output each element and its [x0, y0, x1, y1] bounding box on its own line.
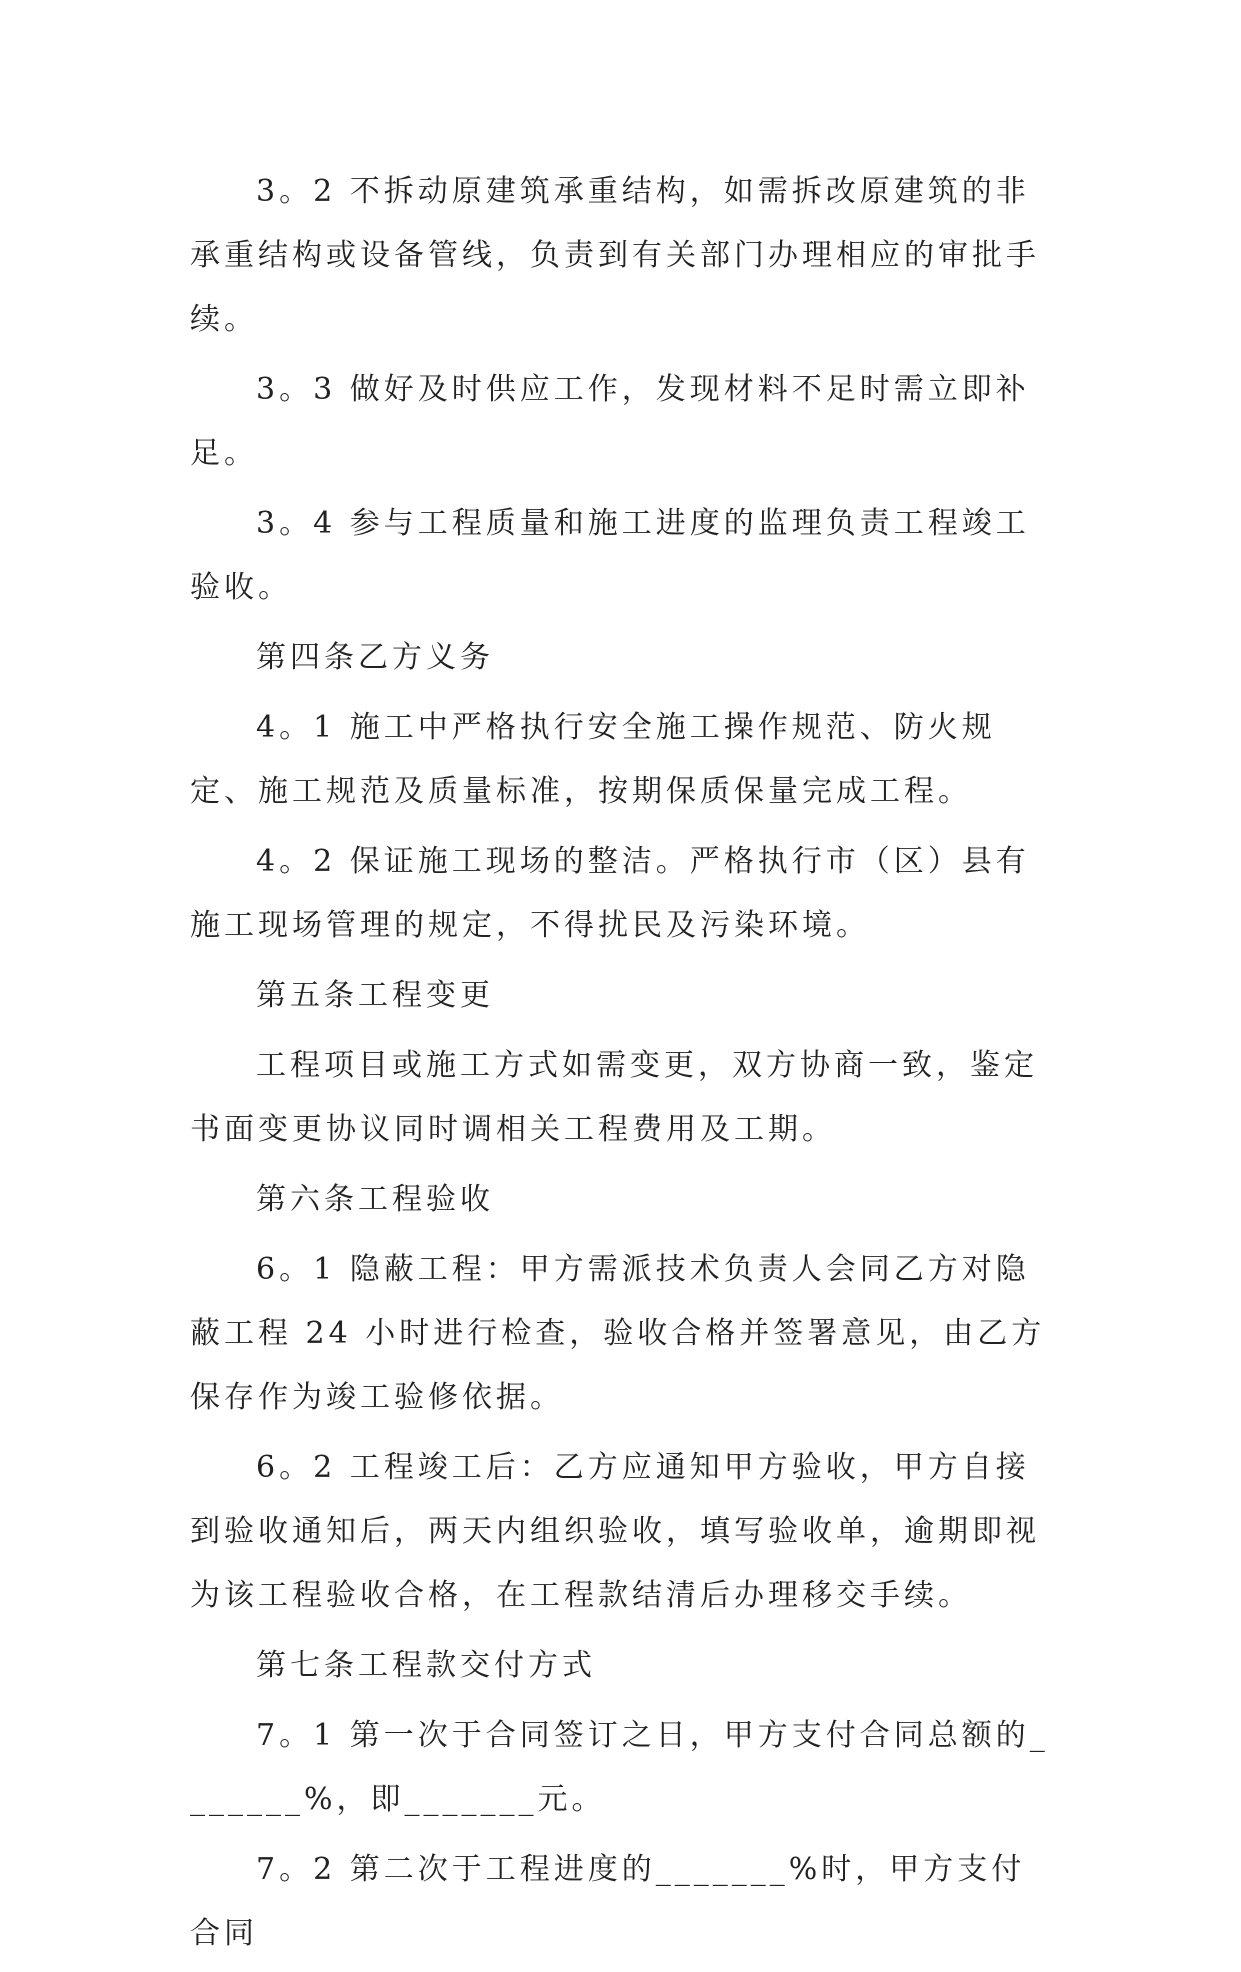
article-7-heading: 第七条工程款交付方式: [256, 1648, 596, 1683]
paragraph-6-2: 6。2 工程竣工后：乙方应通知甲方验收，甲方自接到验收通知后，两天内组织验收，填写验收单，逾期即视为该工程验收合格，在工程款结清后办理移交手续。: [190, 1450, 1040, 1613]
paragraph-5: 工程项目或施工方式如需变更，双方协商一致，鉴定书面变更协议同时调相关工程费用及工期。: [190, 1048, 1038, 1147]
paragraph-3-3: 3。3 做好及时供应工作，发现材料不足时需立即补足。: [190, 372, 1030, 471]
article-6-heading: 第六条工程验收: [256, 1182, 494, 1217]
paragraph-3-2: 3。2 不拆动原建筑承重结构，如需拆改原建筑的非承重结构或设备管线，负责到有关部门办理相应的审批手续。: [190, 174, 1040, 337]
paragraph-7-2: 7。2 第二次于工程进度的_______%时，甲方支付合同: [190, 1852, 1026, 1951]
paragraph-4-1: 4。1 施工中严格执行安全施工操作规范、防火规定、施工规范及质量标准，按期保质保量完成工程。: [190, 710, 996, 809]
paragraph-4-2: 4。2 保证施工现场的整洁。严格执行市（区）县有施工现场管理的规定，不得扰民及污染环境。: [190, 844, 1030, 943]
paragraph-6-1: 6。1 隐蔽工程：甲方需派技术负责人会同乙方对隐蔽工程 24 小时进行检查，验收合格并签署意见，由乙方保存作为竣工验修依据。: [190, 1252, 1046, 1415]
article-4-heading: 第四条乙方义务: [256, 640, 494, 675]
paragraph-3-4: 3。4 参与工程质量和施工进度的监理负责工程竣工验收。: [190, 506, 1030, 605]
paragraph-7-1: 7。1 第一次于合同签订之日，甲方支付合同总额的_______%，即_______元。: [190, 1718, 1049, 1817]
document-page: [190, 160, 1050, 1972]
article-5-heading: 第五条工程变更: [256, 978, 494, 1013]
